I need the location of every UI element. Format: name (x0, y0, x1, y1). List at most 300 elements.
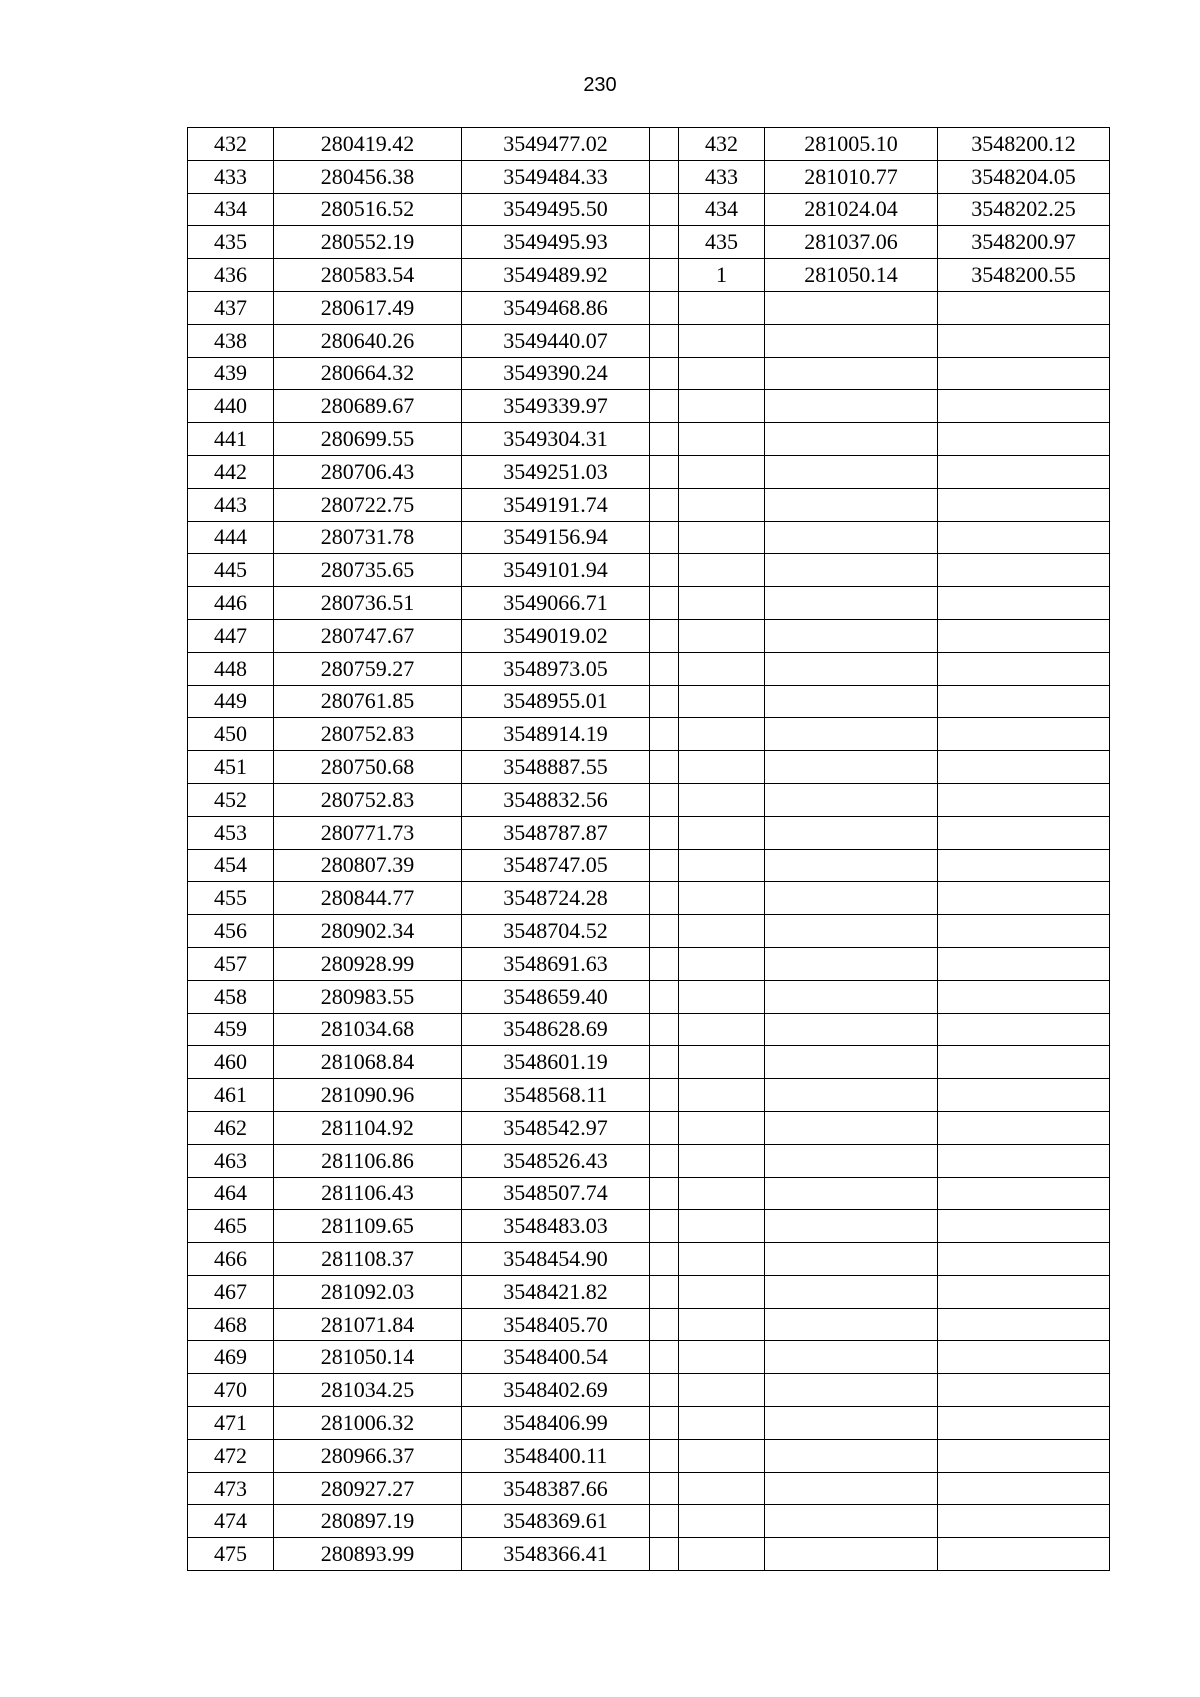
right-x-coordinate (765, 1538, 938, 1571)
left-y-coordinate: 3548787.87 (462, 816, 650, 849)
right-x-coordinate (765, 521, 938, 554)
right-point-number (679, 652, 765, 685)
table-row (188, 259, 1110, 292)
right-y-coordinate (938, 1505, 1110, 1538)
left-y-coordinate: 3548405.70 (462, 1308, 650, 1341)
right-point-number (679, 357, 765, 390)
left-y-coordinate: 3549101.94 (462, 554, 650, 587)
left-point-number: 434 (188, 193, 274, 226)
right-point-number (679, 1275, 765, 1308)
right-y-coordinate (938, 291, 1110, 324)
right-y-coordinate (938, 1079, 1110, 1112)
right-point-number: 435 (679, 226, 765, 259)
separator-cell (650, 1046, 679, 1079)
right-point-number (679, 423, 765, 456)
right-x-coordinate (765, 882, 938, 915)
left-y-coordinate: 3548914.19 (462, 718, 650, 751)
left-point-number: 457 (188, 947, 274, 980)
left-y-coordinate: 3549489.92 (462, 259, 650, 292)
right-y-coordinate (938, 1472, 1110, 1505)
left-x-coordinate: 280617.49 (274, 291, 462, 324)
left-x-coordinate: 281034.68 (274, 1013, 462, 1046)
left-y-coordinate: 3549339.97 (462, 390, 650, 423)
right-point-number (679, 1308, 765, 1341)
left-x-coordinate: 280735.65 (274, 554, 462, 587)
right-x-coordinate (765, 357, 938, 390)
right-x-coordinate (765, 751, 938, 784)
right-x-coordinate (765, 1013, 938, 1046)
left-x-coordinate: 280752.83 (274, 783, 462, 816)
left-point-number: 463 (188, 1144, 274, 1177)
left-point-number: 433 (188, 160, 274, 193)
left-point-number: 468 (188, 1308, 274, 1341)
right-x-coordinate (765, 1079, 938, 1112)
right-x-coordinate (765, 685, 938, 718)
table-row (188, 915, 1110, 948)
table-row (188, 685, 1110, 718)
right-x-coordinate (765, 1407, 938, 1440)
right-x-coordinate (765, 291, 938, 324)
left-x-coordinate: 281090.96 (274, 1079, 462, 1112)
right-point-number: 432 (679, 128, 765, 161)
left-x-coordinate: 280927.27 (274, 1472, 462, 1505)
table-row (188, 816, 1110, 849)
left-point-number: 442 (188, 455, 274, 488)
table-row (188, 226, 1110, 259)
right-point-number (679, 849, 765, 882)
left-x-coordinate: 280983.55 (274, 980, 462, 1013)
right-x-coordinate (765, 1505, 938, 1538)
right-point-number (679, 816, 765, 849)
table-row (188, 1472, 1110, 1505)
right-point-number (679, 1243, 765, 1276)
right-y-coordinate (938, 1374, 1110, 1407)
left-x-coordinate: 281106.43 (274, 1177, 462, 1210)
left-x-coordinate: 280761.85 (274, 685, 462, 718)
right-y-coordinate (938, 915, 1110, 948)
coordinates-table (187, 127, 1110, 1571)
right-y-coordinate: 3548204.05 (938, 160, 1110, 193)
separator-cell (650, 554, 679, 587)
left-point-number: 462 (188, 1111, 274, 1144)
left-y-coordinate: 3548832.56 (462, 783, 650, 816)
separator-cell (650, 1407, 679, 1440)
table-row (188, 291, 1110, 324)
left-x-coordinate: 281034.25 (274, 1374, 462, 1407)
left-y-coordinate: 3548747.05 (462, 849, 650, 882)
right-x-coordinate (765, 1341, 938, 1374)
right-y-coordinate (938, 390, 1110, 423)
table-row (188, 718, 1110, 751)
separator-cell (650, 1177, 679, 1210)
left-y-coordinate: 3548400.54 (462, 1341, 650, 1374)
table-row (188, 324, 1110, 357)
separator-cell (650, 685, 679, 718)
right-y-coordinate (938, 1210, 1110, 1243)
left-x-coordinate: 281104.92 (274, 1111, 462, 1144)
separator-cell (650, 587, 679, 620)
left-x-coordinate: 280731.78 (274, 521, 462, 554)
table-row (188, 423, 1110, 456)
left-y-coordinate: 3548507.74 (462, 1177, 650, 1210)
right-point-number: 1 (679, 259, 765, 292)
table-row (188, 1243, 1110, 1276)
separator-cell (650, 1538, 679, 1571)
right-point-number (679, 1472, 765, 1505)
left-point-number: 474 (188, 1505, 274, 1538)
left-x-coordinate: 280807.39 (274, 849, 462, 882)
left-point-number: 437 (188, 291, 274, 324)
table-row (188, 1079, 1110, 1112)
right-x-coordinate (765, 1275, 938, 1308)
left-y-coordinate: 3549304.31 (462, 423, 650, 456)
right-x-coordinate (765, 488, 938, 521)
left-point-number: 445 (188, 554, 274, 587)
left-point-number: 452 (188, 783, 274, 816)
left-point-number: 449 (188, 685, 274, 718)
right-y-coordinate (938, 652, 1110, 685)
table-row (188, 1111, 1110, 1144)
right-y-coordinate (938, 718, 1110, 751)
right-point-number (679, 291, 765, 324)
left-x-coordinate: 281092.03 (274, 1275, 462, 1308)
separator-cell (650, 816, 679, 849)
right-x-coordinate (765, 619, 938, 652)
left-y-coordinate: 3548601.19 (462, 1046, 650, 1079)
left-y-coordinate: 3548421.82 (462, 1275, 650, 1308)
right-y-coordinate (938, 1144, 1110, 1177)
separator-cell (650, 259, 679, 292)
separator-cell (650, 193, 679, 226)
separator-cell (650, 882, 679, 915)
table-row (188, 1505, 1110, 1538)
left-x-coordinate: 280897.19 (274, 1505, 462, 1538)
right-y-coordinate (938, 882, 1110, 915)
right-y-coordinate (938, 619, 1110, 652)
right-y-coordinate (938, 1308, 1110, 1341)
left-x-coordinate: 280689.67 (274, 390, 462, 423)
left-x-coordinate: 280583.54 (274, 259, 462, 292)
right-y-coordinate (938, 423, 1110, 456)
left-point-number: 446 (188, 587, 274, 620)
left-point-number: 441 (188, 423, 274, 456)
left-y-coordinate: 3549440.07 (462, 324, 650, 357)
right-point-number (679, 718, 765, 751)
left-x-coordinate: 280966.37 (274, 1439, 462, 1472)
left-point-number: 458 (188, 980, 274, 1013)
right-point-number (679, 1407, 765, 1440)
right-x-coordinate (765, 324, 938, 357)
right-point-number (679, 1505, 765, 1538)
right-x-coordinate (765, 915, 938, 948)
table-row (188, 390, 1110, 423)
right-x-coordinate (765, 947, 938, 980)
table-row (188, 521, 1110, 554)
separator-cell (650, 915, 679, 948)
right-y-coordinate (938, 488, 1110, 521)
right-x-coordinate (765, 554, 938, 587)
right-x-coordinate: 281005.10 (765, 128, 938, 161)
separator-cell (650, 324, 679, 357)
left-point-number: 459 (188, 1013, 274, 1046)
right-x-coordinate: 281037.06 (765, 226, 938, 259)
right-y-coordinate (938, 751, 1110, 784)
left-x-coordinate: 281050.14 (274, 1341, 462, 1374)
left-y-coordinate: 3548568.11 (462, 1079, 650, 1112)
right-x-coordinate (765, 1177, 938, 1210)
right-y-coordinate (938, 685, 1110, 718)
separator-cell (650, 488, 679, 521)
right-point-number (679, 1538, 765, 1571)
table-row (188, 1210, 1110, 1243)
table-row (188, 947, 1110, 980)
right-point-number (679, 915, 765, 948)
separator-cell (650, 652, 679, 685)
separator-cell (650, 783, 679, 816)
table-row (188, 587, 1110, 620)
left-y-coordinate: 3548887.55 (462, 751, 650, 784)
left-point-number: 451 (188, 751, 274, 784)
left-point-number: 454 (188, 849, 274, 882)
right-x-coordinate (765, 1374, 938, 1407)
separator-cell (650, 751, 679, 784)
table-row (188, 849, 1110, 882)
right-point-number (679, 521, 765, 554)
left-point-number: 460 (188, 1046, 274, 1079)
left-y-coordinate: 3548955.01 (462, 685, 650, 718)
page-number: 230 (583, 74, 617, 96)
table-row (188, 488, 1110, 521)
right-x-coordinate (765, 849, 938, 882)
separator-cell (650, 619, 679, 652)
right-y-coordinate (938, 357, 1110, 390)
left-point-number: 438 (188, 324, 274, 357)
table-row (188, 882, 1110, 915)
right-y-coordinate: 3548200.12 (938, 128, 1110, 161)
separator-cell (650, 1210, 679, 1243)
right-x-coordinate: 281050.14 (765, 259, 938, 292)
left-point-number: 444 (188, 521, 274, 554)
separator-cell (650, 1111, 679, 1144)
separator-cell (650, 160, 679, 193)
right-x-coordinate (765, 390, 938, 423)
left-point-number: 432 (188, 128, 274, 161)
table-row (188, 1538, 1110, 1571)
left-y-coordinate: 3548628.69 (462, 1013, 650, 1046)
left-x-coordinate: 280752.83 (274, 718, 462, 751)
right-point-number (679, 1177, 765, 1210)
right-point-number (679, 1013, 765, 1046)
left-y-coordinate: 3548483.03 (462, 1210, 650, 1243)
left-x-coordinate: 280699.55 (274, 423, 462, 456)
separator-cell (650, 1472, 679, 1505)
right-y-coordinate: 3548200.55 (938, 259, 1110, 292)
separator-cell (650, 947, 679, 980)
table-row (188, 652, 1110, 685)
left-y-coordinate: 3548387.66 (462, 1472, 650, 1505)
right-y-coordinate (938, 947, 1110, 980)
right-point-number (679, 1079, 765, 1112)
right-x-coordinate (765, 1144, 938, 1177)
left-y-coordinate: 3548542.97 (462, 1111, 650, 1144)
left-x-coordinate: 280552.19 (274, 226, 462, 259)
right-point-number (679, 980, 765, 1013)
right-y-coordinate (938, 816, 1110, 849)
right-y-coordinate (938, 1439, 1110, 1472)
right-x-coordinate (765, 423, 938, 456)
left-x-coordinate: 281106.86 (274, 1144, 462, 1177)
table-row (188, 1407, 1110, 1440)
right-point-number (679, 1374, 765, 1407)
left-point-number: 467 (188, 1275, 274, 1308)
right-point-number (679, 324, 765, 357)
table-row (188, 1144, 1110, 1177)
left-point-number: 475 (188, 1538, 274, 1571)
table-row (188, 1177, 1110, 1210)
separator-cell (650, 1505, 679, 1538)
left-y-coordinate: 3548454.90 (462, 1243, 650, 1276)
right-x-coordinate (765, 1210, 938, 1243)
left-x-coordinate: 280640.26 (274, 324, 462, 357)
right-x-coordinate (765, 1472, 938, 1505)
right-point-number (679, 1144, 765, 1177)
right-x-coordinate (765, 1046, 938, 1079)
right-x-coordinate (765, 718, 938, 751)
left-y-coordinate: 3548402.69 (462, 1374, 650, 1407)
right-point-number (679, 1046, 765, 1079)
left-point-number: 453 (188, 816, 274, 849)
left-y-coordinate: 3548691.63 (462, 947, 650, 980)
table-row (188, 1013, 1110, 1046)
left-y-coordinate: 3548400.11 (462, 1439, 650, 1472)
right-x-coordinate (765, 1243, 938, 1276)
left-point-number: 471 (188, 1407, 274, 1440)
right-x-coordinate (765, 455, 938, 488)
right-point-number: 434 (679, 193, 765, 226)
table-row (188, 1374, 1110, 1407)
left-y-coordinate: 3548406.99 (462, 1407, 650, 1440)
right-x-coordinate (765, 1439, 938, 1472)
left-point-number: 450 (188, 718, 274, 751)
right-y-coordinate (938, 1111, 1110, 1144)
table-row (188, 980, 1110, 1013)
right-y-coordinate (938, 1046, 1110, 1079)
right-point-number (679, 1341, 765, 1374)
right-y-coordinate (938, 1341, 1110, 1374)
left-point-number: 439 (188, 357, 274, 390)
separator-cell (650, 291, 679, 324)
table-row (188, 1275, 1110, 1308)
table-row (188, 554, 1110, 587)
left-point-number: 436 (188, 259, 274, 292)
left-point-number: 435 (188, 226, 274, 259)
left-point-number: 466 (188, 1243, 274, 1276)
right-point-number (679, 882, 765, 915)
left-point-number: 456 (188, 915, 274, 948)
left-x-coordinate: 280844.77 (274, 882, 462, 915)
right-y-coordinate (938, 1275, 1110, 1308)
left-x-coordinate: 280902.34 (274, 915, 462, 948)
table-row (188, 1308, 1110, 1341)
left-point-number: 472 (188, 1439, 274, 1472)
table-row (188, 783, 1110, 816)
left-point-number: 473 (188, 1472, 274, 1505)
left-x-coordinate: 281071.84 (274, 1308, 462, 1341)
left-y-coordinate: 3548704.52 (462, 915, 650, 948)
coordinates-table-body (188, 128, 1110, 1571)
right-y-coordinate (938, 849, 1110, 882)
right-y-coordinate (938, 324, 1110, 357)
separator-cell (650, 390, 679, 423)
left-x-coordinate: 281109.65 (274, 1210, 462, 1243)
left-point-number: 448 (188, 652, 274, 685)
left-y-coordinate: 3548526.43 (462, 1144, 650, 1177)
right-y-coordinate (938, 1013, 1110, 1046)
separator-cell (650, 1275, 679, 1308)
table-row (188, 1046, 1110, 1079)
table-row (188, 357, 1110, 390)
right-point-number (679, 1439, 765, 1472)
right-point-number: 433 (679, 160, 765, 193)
table-row (188, 193, 1110, 226)
right-x-coordinate (765, 816, 938, 849)
left-x-coordinate: 280928.99 (274, 947, 462, 980)
left-point-number: 469 (188, 1341, 274, 1374)
left-y-coordinate: 3549468.86 (462, 291, 650, 324)
left-x-coordinate: 281068.84 (274, 1046, 462, 1079)
left-y-coordinate: 3549251.03 (462, 455, 650, 488)
table-row (188, 160, 1110, 193)
right-point-number (679, 751, 765, 784)
right-y-coordinate: 3548202.25 (938, 193, 1110, 226)
right-y-coordinate: 3548200.97 (938, 226, 1110, 259)
left-point-number: 455 (188, 882, 274, 915)
right-x-coordinate (765, 783, 938, 816)
separator-cell (650, 455, 679, 488)
left-y-coordinate: 3549019.02 (462, 619, 650, 652)
separator-cell (650, 1144, 679, 1177)
separator-cell (650, 980, 679, 1013)
separator-cell (650, 521, 679, 554)
table-row (188, 1439, 1110, 1472)
separator-cell (650, 1341, 679, 1374)
left-x-coordinate: 281108.37 (274, 1243, 462, 1276)
separator-cell (650, 226, 679, 259)
separator-cell (650, 423, 679, 456)
left-y-coordinate: 3549495.93 (462, 226, 650, 259)
left-x-coordinate: 280736.51 (274, 587, 462, 620)
right-y-coordinate (938, 587, 1110, 620)
left-x-coordinate: 280664.32 (274, 357, 462, 390)
left-y-coordinate: 3549156.94 (462, 521, 650, 554)
left-point-number: 464 (188, 1177, 274, 1210)
right-point-number (679, 685, 765, 718)
left-x-coordinate: 280893.99 (274, 1538, 462, 1571)
right-x-coordinate (765, 980, 938, 1013)
separator-cell (650, 1308, 679, 1341)
left-x-coordinate: 281006.32 (274, 1407, 462, 1440)
left-y-coordinate: 3548369.61 (462, 1505, 650, 1538)
table-row (188, 455, 1110, 488)
left-point-number: 447 (188, 619, 274, 652)
left-point-number: 461 (188, 1079, 274, 1112)
right-point-number (679, 554, 765, 587)
left-x-coordinate: 280747.67 (274, 619, 462, 652)
separator-cell (650, 357, 679, 390)
right-x-coordinate (765, 1111, 938, 1144)
left-y-coordinate: 3549477.02 (462, 128, 650, 161)
separator-cell (650, 1439, 679, 1472)
